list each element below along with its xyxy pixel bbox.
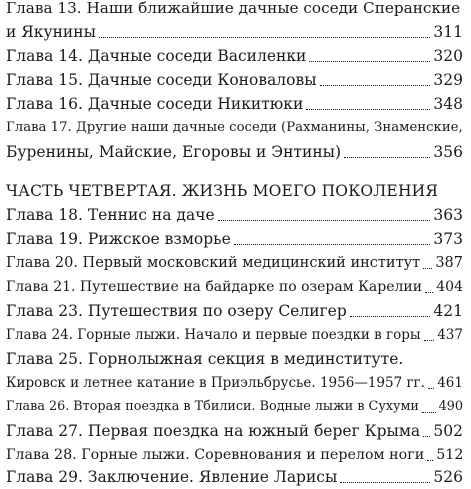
toc-entry-title: Глава 25. Горнолыжная секция в мединституте. xyxy=(6,350,404,368)
toc-entry-title: Буренины, Майские, Егоровы и Энтины) xyxy=(6,143,342,161)
toc-entry-ch28 xyxy=(6,443,463,467)
part-heading: ЧАСТЬ ЧЕТВЕРТАЯ. ЖИЗНЬ МОЕГО ПОКОЛЕНИЯ xyxy=(6,182,439,200)
toc-entry-title: Глава 18. Теннис на даче xyxy=(6,206,215,224)
toc-entry-ch17-line1 xyxy=(6,116,463,140)
dot-leader xyxy=(427,460,433,461)
toc-entry-title: Глава 17. Другие наши дачные соседи (Рахманины, Знаменские, xyxy=(6,120,463,135)
toc-page-number: 490 xyxy=(438,399,463,414)
dot-leader xyxy=(309,61,430,62)
toc-entry-ch19 xyxy=(6,227,463,251)
toc-entry-title: Глава 26. Вторая поездка в Тбилиси. Водные лыжи в Сухуми xyxy=(6,399,419,414)
toc-entry-title: Глава 21. Путешествие на байдарке по озерам Карелии xyxy=(6,279,423,295)
dot-leader xyxy=(340,482,430,483)
toc-entry-title: Глава 29. Заключение. Явление Ларисы xyxy=(6,468,338,486)
toc-page-number: 373 xyxy=(433,230,463,248)
toc-page-number: 311 xyxy=(433,23,463,41)
dot-leader xyxy=(423,268,432,269)
toc-entry-ch13-line1 xyxy=(6,0,463,20)
toc-page-number: 356 xyxy=(433,143,463,161)
toc-entry-ch17 xyxy=(6,140,463,164)
toc-entry-ch29 xyxy=(6,465,463,489)
toc-entry-title: Глава 27. Первая поездка на южный берег Крыма xyxy=(6,422,421,440)
toc-page-number: 526 xyxy=(433,468,463,486)
dot-leader xyxy=(424,340,435,341)
dot-leader xyxy=(428,388,434,389)
toc-page-number: 363 xyxy=(433,206,463,224)
toc-entry-title: Глава 23. Путешествия по озеру Селигер xyxy=(6,302,347,320)
toc-entry-ch26 xyxy=(6,395,463,419)
toc-entry-title: Глава 20. Первый московский медицинский институт xyxy=(6,255,421,271)
toc-page-number: 461 xyxy=(437,375,463,391)
toc-page-number: 512 xyxy=(436,447,464,463)
dot-leader xyxy=(423,436,430,437)
dot-leader xyxy=(218,220,431,221)
toc-page-number: 421 xyxy=(433,302,463,320)
toc-entry-ch21 xyxy=(6,275,463,299)
toc-entry-ch27 xyxy=(6,419,463,443)
toc-entry-ch24 xyxy=(6,323,463,347)
toc-page-number: 387 xyxy=(435,255,463,271)
toc-entry-ch23 xyxy=(6,299,463,323)
toc-page-number: 320 xyxy=(433,47,463,65)
toc-entry-title: Глава 24. Горные лыжи. Начало и первые поездки в горы xyxy=(6,327,421,343)
toc-entry-ch25 xyxy=(6,371,463,395)
toc-entry-ch18 xyxy=(6,203,463,227)
dot-leader xyxy=(350,316,431,317)
toc-entry-title: Глава 28. Горные лыжи. Соревнования и перелом ноги xyxy=(6,447,425,463)
dot-leader xyxy=(99,37,430,38)
dot-leader xyxy=(425,292,433,293)
toc-entry-title: Глава 19. Рижское взморье xyxy=(6,230,231,248)
toc-page-number: 329 xyxy=(433,71,463,89)
toc-entry-ch15 xyxy=(6,68,463,92)
toc-entry-title: Глава 14. Дачные соседи Василенки xyxy=(6,47,307,65)
toc-entry-ch14 xyxy=(6,44,463,68)
toc-page-number: 502 xyxy=(433,422,463,440)
toc-page-number: 404 xyxy=(436,279,463,295)
toc-entry-ch20 xyxy=(6,251,463,275)
toc-entry-title: и Якунины xyxy=(6,23,96,41)
toc-entry-ch16 xyxy=(6,92,463,116)
toc-entry-ch13 xyxy=(6,20,463,44)
toc-entry-title: Глава 16. Дачные соседи Никитюки xyxy=(6,95,304,113)
toc-page-number: 437 xyxy=(437,327,463,343)
dot-leader xyxy=(234,244,431,245)
dot-leader xyxy=(344,157,430,158)
dot-leader xyxy=(422,412,436,413)
toc-entry-title: Глава 15. Дачные соседи Коноваловы xyxy=(6,71,317,89)
dot-leader xyxy=(320,85,431,86)
toc-entry-ch25-line1 xyxy=(6,347,463,371)
dot-leader xyxy=(306,109,430,110)
toc-entry-title: Кировск и летнее катание в Приэльбрусье. 1956—1957 гг. xyxy=(6,375,425,391)
toc-entry-title: Глава 13. Наши ближайшие дачные соседи Сперанские xyxy=(6,0,461,17)
toc-page-number: 348 xyxy=(433,95,463,113)
